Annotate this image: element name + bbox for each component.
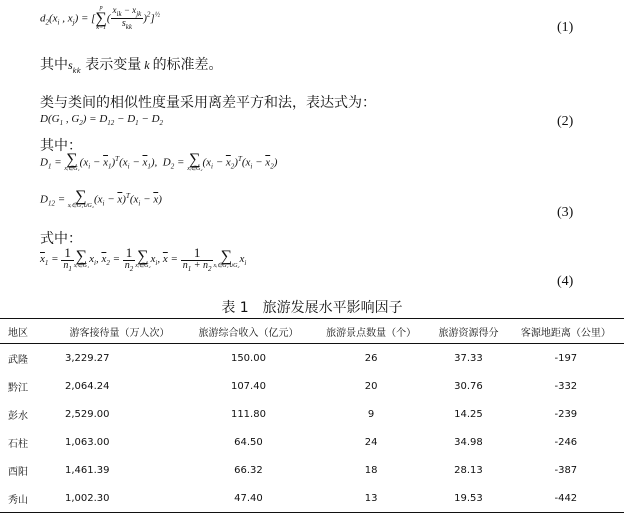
cell-attractions: 13 [313,484,429,513]
header-resource-score: 旅游资源得分 [429,319,507,344]
table-row [0,344,624,373]
header-region: 地区 [0,319,55,344]
cell-revenue: 150.00 [230,352,266,364]
formula-4: $\overline{x}_1$ = $\frac{1}{n_1}$ ∑ xᵢ∈G₁ $x_i$, $\overline{x}_2$ = $\frac{1}{n_2}$ ∑ xᵢ∈G₂ $x_i$, $\overline{x}$ = $\frac{1}{n_1 + n_2}$ ∑ xᵢ∈G₁∪G₂ $x_i$ [40,245,247,273]
cell-resource-score: 19.53 [429,484,507,513]
cell-attractions: 24 [364,436,378,448]
cell-distance: -246 [554,436,578,448]
table-row [0,428,624,456]
cell-visitors: 1,002.30 [55,484,184,513]
formula-3a: $D_1$ = ∑ xᵢ∈G₁ $(x_i - \overline{x}_1)^T(x_i - \overline{x}_1)$, $D_2$ = ∑ xᵢ∈G₂ $(x_i - \overline{x}_2)^T(x_i - \overline{x}_2)$ [40,151,278,173]
header-attractions: 旅游景点数量（个） [313,319,429,344]
tourism-factors-table [0,318,624,513]
cell-visitors: 2,529.00 [65,408,110,420]
cell-attractions: 26 [364,352,378,364]
table-row [0,456,624,484]
table-row [0,400,624,428]
equation-number-3: (3) [557,205,574,220]
formula-2: $D(G_1$ , $G_2) = D_{12} - D_1 - D_2$ [40,113,164,128]
cell-resource-score: 37.33 [454,352,483,364]
cell-region: 黔江 [8,382,28,394]
cell-attractions: 20 [364,380,378,392]
header-distance: 客源地距离（公里） [508,319,624,344]
cell-revenue: 66.32 [234,464,263,476]
cell-revenue: 64.50 [234,436,263,448]
cell-revenue: 47.40 [184,484,313,513]
cell-distance: -197 [554,352,578,364]
header-revenue: 旅游综合收入（亿元） [184,319,313,344]
equation-number-4: (4) [557,274,574,289]
equation-number-2: (2) [557,114,574,129]
cell-region: 武隆 [8,354,28,366]
cell-region: 石柱 [8,438,28,450]
paragraph-ward-method: 类与类间的相似性度量采用离差平方和法，表达式为： [40,95,376,111]
equation-number-1: (1) [557,20,574,35]
cell-resource-score: 34.98 [454,436,483,448]
cell-visitors: 2,064.24 [65,380,110,392]
cell-attractions: 18 [364,464,378,476]
formula-3b: $D_{12}$ = ∑ xᵢ∈G₁∪G₂ $(x_i - \overline{x})^T(x_i - \overline{x})$ [40,188,162,210]
cell-distance: -332 [554,380,578,392]
table-row [0,372,624,400]
table-caption: 表 1 旅游发展水平影响因子 [221,300,403,316]
cell-visitors: 1,461.39 [65,464,110,476]
cell-resource-score: 14.25 [454,408,483,420]
cell-distance: -442 [508,484,624,513]
cell-revenue: 107.40 [230,380,266,392]
cell-visitors: 3,229.27 [65,352,110,364]
cell-resource-score: 28.13 [454,464,483,476]
cell-revenue: 111.80 [230,408,266,420]
cell-attractions: 9 [367,408,375,420]
formula-1: $d_2(x_i$ , $x_j$) = [ p ∑ k=1 ( $\frac{x_{ik} - x_{jk}}{s_{kk}}$ )$^2$]$^{\frac{1}{2}}$ [40,5,160,32]
cell-visitors: 1,063.00 [65,436,110,448]
cell-region: 秀山 [0,484,55,513]
paragraph-std-dev: 其中$s_{kk}$ 表示变量 k 的标准差。 [40,57,223,75]
cell-distance: -387 [554,464,578,476]
header-visitors: 游客接待量（万人次） [55,319,184,344]
paragraph-where: 其中： [40,138,82,154]
table-header-row [0,319,624,344]
paragraph-in-formula: 式中： [40,231,82,247]
cell-region: 彭水 [8,410,28,422]
cell-resource-score: 30.76 [454,380,483,392]
table-row [0,484,624,513]
cell-distance: -239 [554,408,578,420]
cell-region: 酉阳 [8,466,28,478]
